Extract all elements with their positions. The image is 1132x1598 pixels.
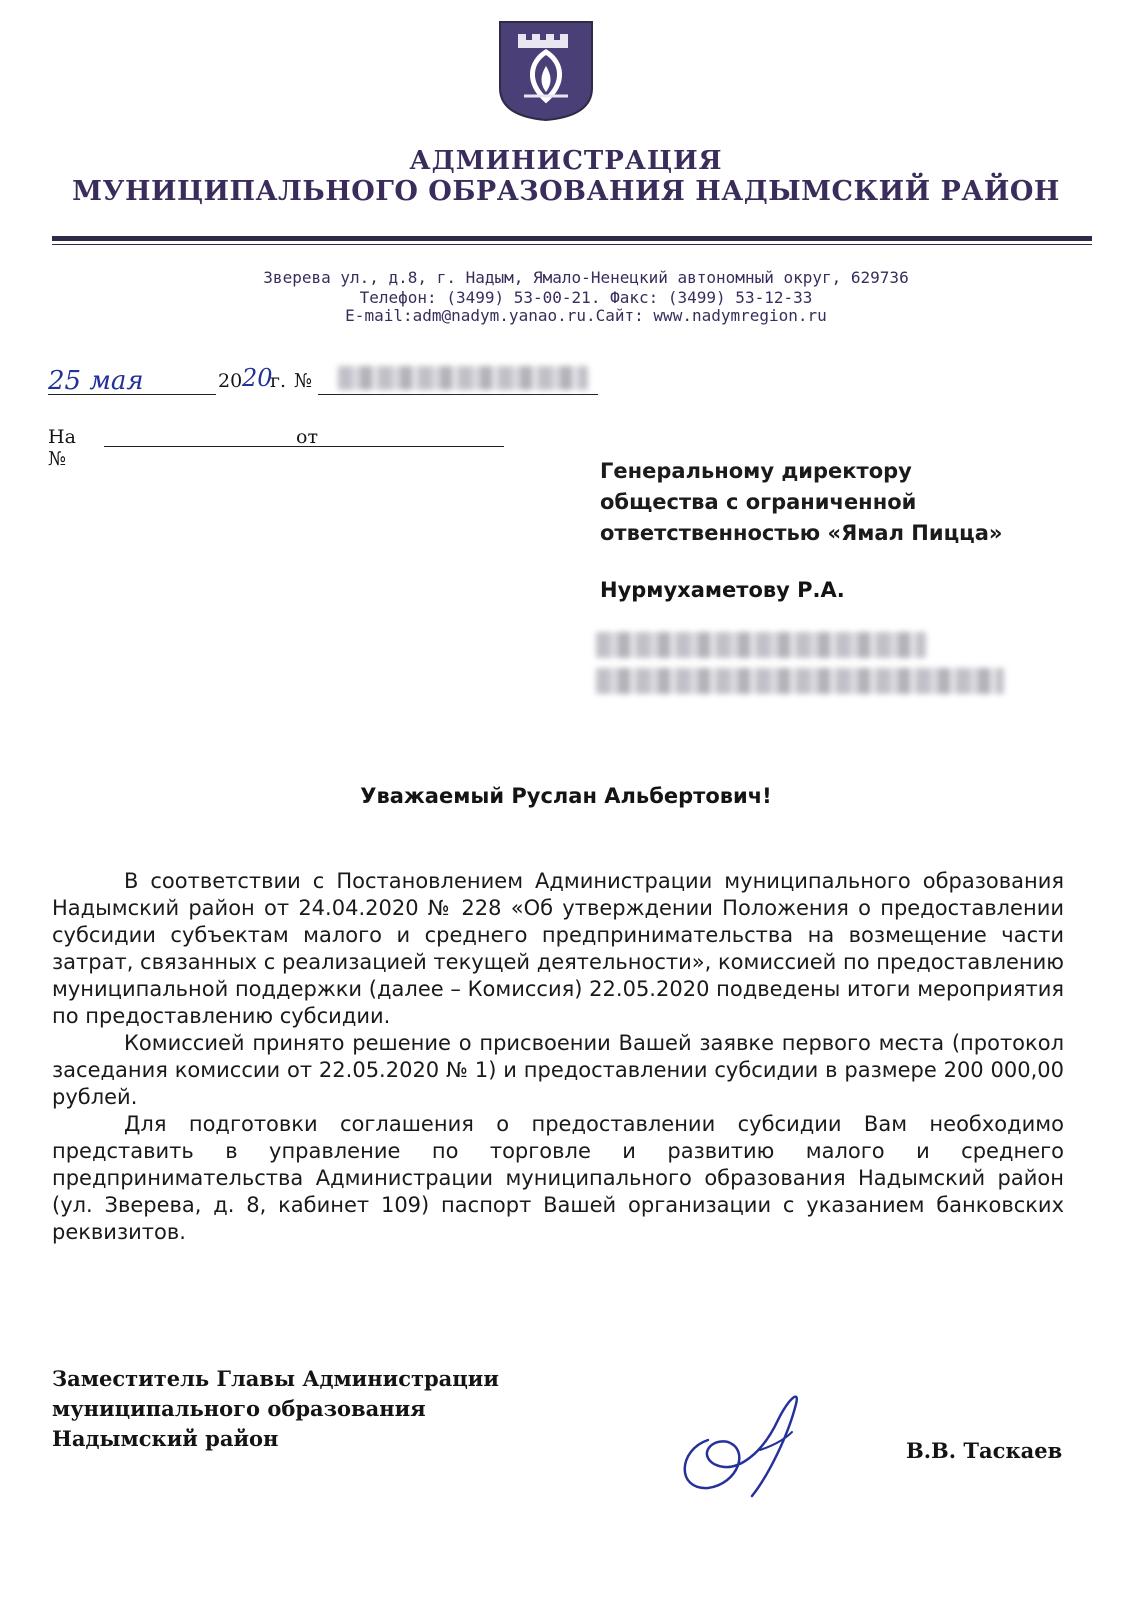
addressee-name: Нурмухаметову Р.А. bbox=[600, 578, 845, 602]
reference-number-label: На № bbox=[48, 426, 76, 470]
redaction-blur bbox=[596, 668, 1004, 694]
signatory-title-line2: муниципального образования bbox=[52, 1396, 426, 1421]
handwritten-signature bbox=[668, 1380, 828, 1500]
signatory-title-line3: Надымский район bbox=[52, 1426, 279, 1451]
redaction-blur bbox=[338, 366, 588, 390]
outgoing-number-label: № bbox=[294, 370, 312, 392]
addressee-address-redacted bbox=[596, 632, 1004, 696]
letter-body bbox=[52, 868, 1064, 1246]
signatory-title-line1: Заместитель Главы Администрации bbox=[52, 1366, 499, 1391]
addressee-line1: Генеральному директору bbox=[600, 459, 912, 483]
outgoing-date-line bbox=[48, 366, 608, 400]
body-paragraph-1: В соответствии с Постановлением Администрации муниципального образования Надымский район от 24.04.2020 № 228 «Об утверждении Положения о предоставлении субсидии субъектам малого и среднего предпринимательства на возмещение части затрат, связанных с реализацией текущей деятельности», комиссией по предоставлению муниципальной поддержки (далее – Комиссия) 22.05.2020 подведены итоги мероприятия по предоставлению субсидии. bbox=[52, 869, 1064, 1028]
addressee-line2: общества с ограниченной bbox=[600, 490, 917, 514]
header-rule-thin bbox=[52, 244, 1092, 245]
greeting: Уважаемый Руслан Альбертович! bbox=[360, 784, 772, 808]
outgoing-number-redacted bbox=[318, 364, 598, 395]
year-printed: 20 bbox=[218, 370, 243, 392]
org-title-line1: АДМИНИСТРАЦИЯ bbox=[409, 146, 723, 176]
org-title-line2: МУНИЦИПАЛЬНОГО ОБРАЗОВАНИЯ НАДЫМСКИЙ РАЙОН bbox=[72, 176, 1060, 207]
year-suffix: г. bbox=[270, 370, 286, 392]
reference-date-label: от bbox=[296, 426, 318, 448]
header-rule-thick bbox=[52, 236, 1092, 241]
org-email-site: E-mail:adm@nadym.yanao.ru.Сайт: www.nadymregion.ru bbox=[345, 306, 827, 325]
signatory-name: В.В. Таскаев bbox=[906, 1438, 1063, 1463]
reference-date-field bbox=[328, 446, 504, 447]
coat-of-arms-icon bbox=[496, 18, 596, 122]
addressee-block bbox=[600, 456, 1002, 549]
org-phone: Телефон: (3499) 53-00-21. Факс: (3499) 53-12-33 bbox=[359, 288, 813, 307]
addressee-line3: ответственностью «Ямал Пицца» bbox=[600, 521, 1003, 545]
redaction-blur bbox=[596, 632, 926, 658]
outgoing-date: 25 мая bbox=[48, 366, 216, 395]
body-paragraph-2: Комиссией принято решение о присвоении Вашей заявке первого места (протокол заседания комиссии от 22.05.2020 № 1) и предоставлении субсидии в размере 200 000,00 рублей. bbox=[52, 1031, 1064, 1109]
signatory-title bbox=[52, 1364, 499, 1454]
body-paragraph-3: Для подготовки соглашения о предоставлении субсидии Вам необходимо представить в управление по торговле и развитию малого и среднего предпринимательства Администрации муниципального образования Надымский район (ул. Зверева, д. 8, кабинет 109) паспорт Вашей организации с указанием банковских реквизитов. bbox=[52, 1112, 1064, 1244]
org-address: Зверева ул., д.8, г. Надым, Ямало-Ненецкий автономный округ, 629736 bbox=[263, 268, 909, 287]
year-handwritten: 20 bbox=[242, 364, 273, 392]
